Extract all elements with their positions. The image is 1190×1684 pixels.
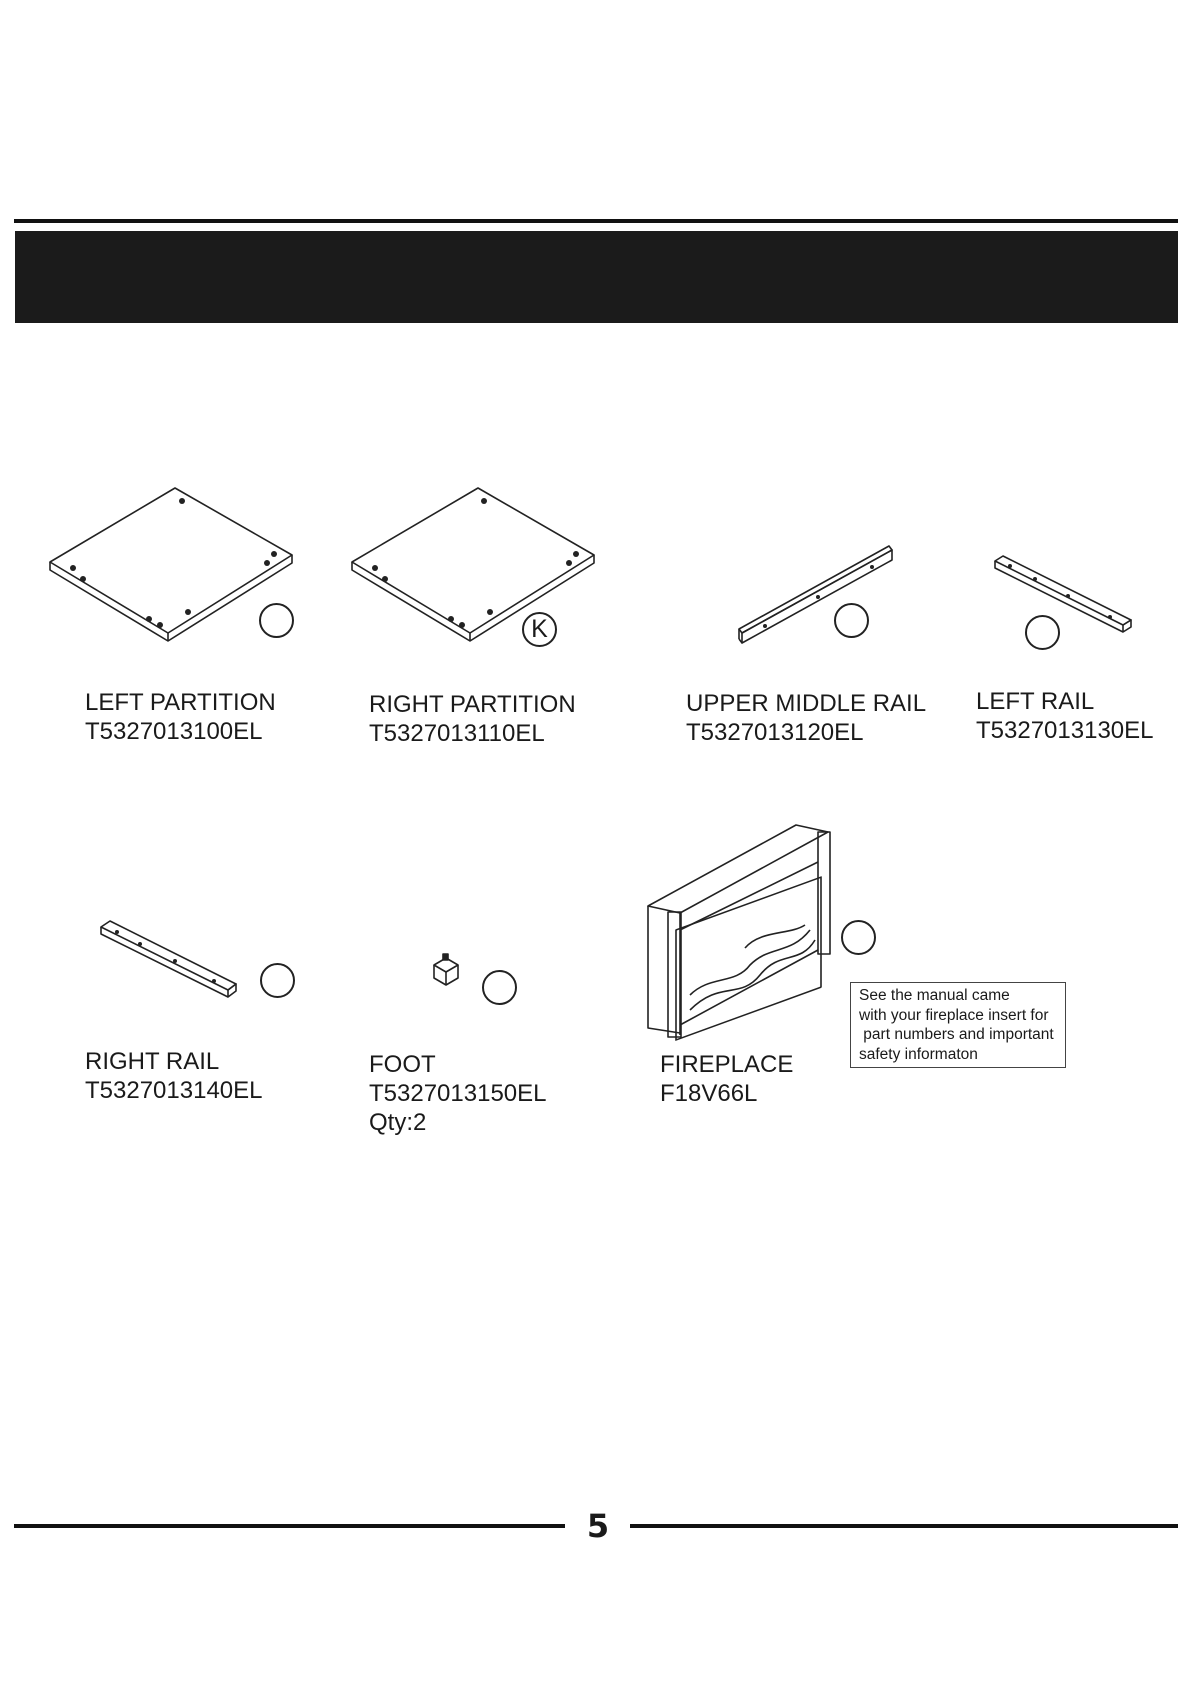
part-name: FIREPLACE — [660, 1051, 794, 1078]
part-name: UPPER MIDDLE RAIL — [686, 690, 927, 717]
part-name: FOOT — [369, 1051, 436, 1078]
foot-callout — [482, 970, 517, 1005]
part-code: T5327013140EL — [85, 1077, 263, 1104]
left-partition-label — [85, 688, 276, 746]
part-name: RIGHT RAIL — [85, 1048, 220, 1075]
part-name: LEFT PARTITION — [85, 689, 276, 716]
left-rail-label — [976, 687, 1154, 745]
right-partition-callout: K — [522, 612, 557, 647]
upper-middle-rail-label — [686, 689, 926, 747]
left-partition-callout — [259, 603, 294, 638]
foot-label — [369, 1050, 547, 1137]
footer-rule-left — [14, 1524, 565, 1528]
header-rule — [14, 219, 1178, 223]
part-code: F18V66L — [660, 1080, 758, 1107]
right-rail-callout — [260, 963, 295, 998]
footer-rule-right — [630, 1524, 1178, 1528]
part-code: T5327013120EL — [686, 719, 864, 746]
part-name: RIGHT PARTITION — [369, 691, 576, 718]
right-partition-label — [369, 690, 576, 748]
part-code: T5327013110EL — [369, 720, 545, 747]
right-rail-label — [85, 1047, 263, 1105]
left-rail-callout — [1025, 615, 1060, 650]
fireplace-label — [660, 1050, 793, 1108]
page-number: 5 — [586, 1507, 610, 1545]
part-code: T5327013150EL — [369, 1080, 547, 1107]
section-banner — [15, 231, 1178, 323]
fireplace-callout — [841, 920, 876, 955]
fireplace-note: See the manual came with your fireplace insert for part numbers and important safety informaton — [850, 982, 1066, 1068]
part-code: T5327013100EL — [85, 718, 263, 745]
part-code: T5327013130EL — [976, 717, 1154, 744]
part-qty: Qty:2 — [369, 1109, 427, 1136]
upper-middle-rail-callout — [834, 603, 869, 638]
part-name: LEFT RAIL — [976, 688, 1095, 715]
